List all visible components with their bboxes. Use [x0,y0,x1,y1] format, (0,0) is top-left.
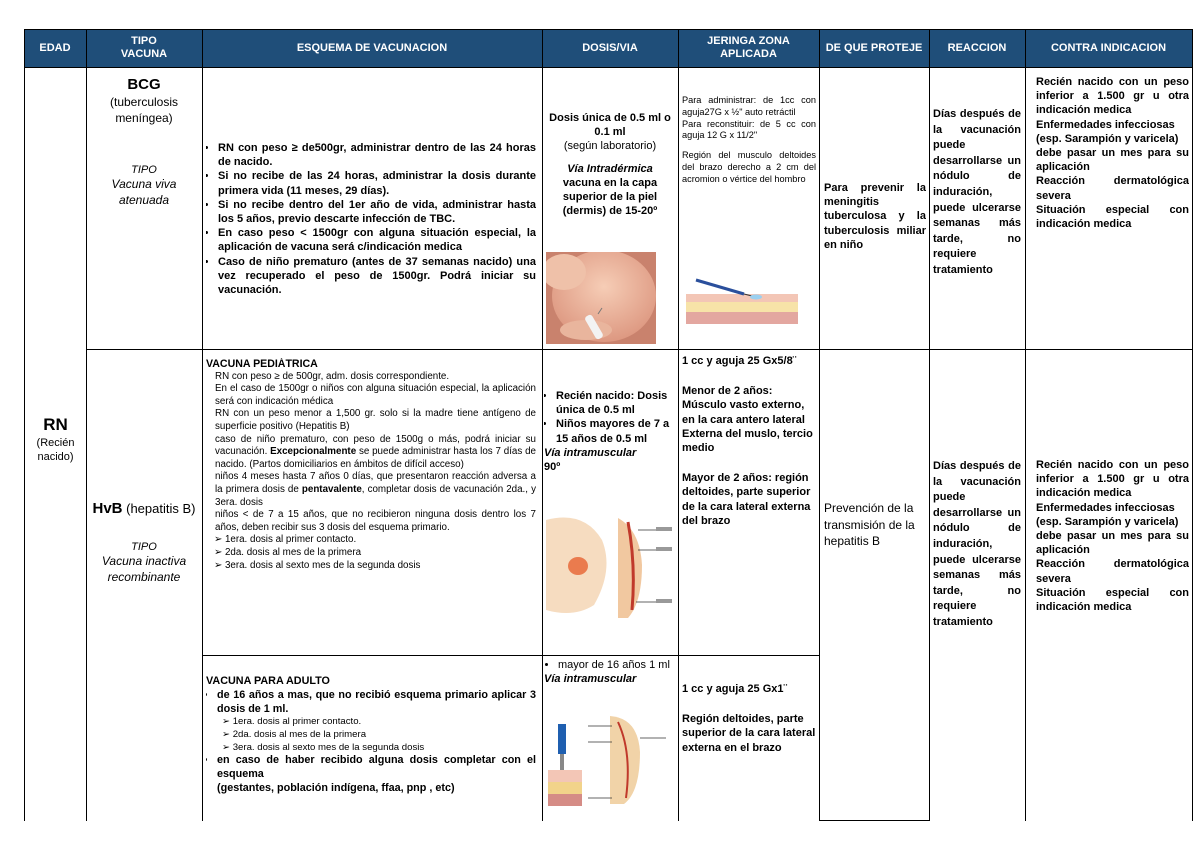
list-item: • de 16 años a mas, que no recibió esquema primario aplicar 3 dosis de 1 ml. [217,689,536,717]
contra-extra-1: (esp. Sarampión y varicela) [1036,515,1179,528]
hvb-dosis-adult-list [544,658,676,672]
list-item [217,754,536,795]
bcg-contra-cell [1027,75,1189,315]
hvb-contra-cell [1027,458,1189,698]
hvb-angle: 90º [544,461,561,474]
list-item: • En el caso de 1500gr o niños con alguna situación especial, la aplicación será con indicación médica [215,383,536,408]
header-contraindicacion: CONTRA INDICACION [1025,29,1192,67]
bcg-esquema-list [206,141,536,297]
grid-line [678,29,679,821]
list-item: ➢ 1era. dosis al primer contacto. [222,716,536,729]
list-item: • Recién nacido con un peso inferior a 1.500 gr u otra indicación medica [1036,458,1189,501]
contra-text: Enfermedades infecciosas [1036,501,1175,514]
hvb-ped-sub-list [206,534,536,572]
grid-line [929,29,930,821]
hvb-tipo-label: TIPO [131,541,157,553]
list-item: • RN con peso ≥ de 500gr, adm. dosis correspondiente. [215,371,536,384]
bcg-dosis-cell [544,111,676,251]
bcg-via: Vía Intradérmica [567,162,653,175]
edad-cell [25,414,86,484]
hvb-jeringa-adult-cell [682,682,816,802]
hvb-dosis-cell [544,389,676,509]
bcg-tipo-label: TIPO [131,164,157,176]
grid-line [1192,29,1193,821]
hvb-ped-list [206,371,536,535]
contra-extra-1: (esp. Sarampión y varicela) [1036,132,1179,145]
list-item: ➢ 1era. dosis al primer contacto. [214,534,536,547]
hvb-dosis-list [544,389,676,446]
ped-exc-rest: se puede administrar hasta los 7 días de nacido. (Partos domiciliarios en ámbitos de difícil acceso) [215,446,536,470]
list-item: ➢ 3era. dosis al sexto mes de la segunda dosis [222,742,536,755]
list-item: • Si no recibe de las 24 horas, administrar la dosis durante primera vida (11 meses, 29 días). [218,169,536,197]
ped-penta-rest: , completar dosis de vacunación 2da., y 3era. dosis [215,483,536,508]
intradermal-diagram [686,272,798,324]
hvb-jer-adult: 1 cc y aguja 25 Gx1¨ [682,683,788,695]
grid-line [819,29,820,821]
hvb-reaccion-cell: Días después de la vacunación puede desarrollarse un nódulo de induración, puede ulcerarse semanas más tarde, no requiere tratamiento [933,460,1021,628]
intradermal-diagram-svg [686,272,798,324]
ped-penta: pentavalente [301,483,362,495]
header-reaccion: REACCION [929,29,1025,67]
list-item: • Recién nacido con un peso inferior a 1.500 gr u otra indicación medica [1036,75,1189,118]
bcg-zona: Región del musculo deltoides del brazo derecho a 2 cm del acromion o vértice del hombro [682,150,816,184]
bcg-jeringa-cell [682,95,816,275]
list-item [1036,118,1189,175]
hvb-jeringa-ped-cell [682,354,816,604]
hvb-zona-adult: Región deltoides, parte superior de la cara lateral externa en el brazo [682,713,816,754]
ped-exc: Excepcionalmente [270,446,357,458]
grid-line [819,820,929,821]
list-item: • mayor de 16 años 1 ml [558,658,676,672]
hvb-ad-title: VACUNA PARA ADULTO [206,675,330,687]
hvb-contra-list [1027,458,1189,614]
hvb-ad-sub-list [206,716,536,754]
hvb-protege-cell: Prevención de la transmisión de la hepatitis B [824,501,915,548]
grid-line [24,29,1192,30]
contra-text: Enfermedades infecciosas [1036,118,1175,131]
list-item: • Situación especial con indicación medica [1036,203,1189,231]
bcg-dosis-1: Dosis única de 0.5 ml o 0.1 ml [549,112,671,139]
ad-item2-text: en caso de haber recibido alguna dosis completar con el esquema [217,754,536,780]
hvb-via: Vía intramuscular [544,446,637,459]
bcg-desc: (tuberculosis meníngea) [109,95,179,125]
list-item: • RN con un peso menor a 1,500 gr. solo si la madre tiene antígeno de superficie positivo (Hepatitis B) [215,408,536,433]
header-dosis-via: DOSIS/VIA [542,29,678,67]
intramuscular-thigh-diagram [544,510,676,620]
contra-extra-2: debe pasar un mes para su aplicación [1036,147,1189,174]
edad-title: RN [43,415,68,434]
list-item [1036,501,1189,558]
list-item: • Niños mayores de 7 a 15 años de 0.5 ml [556,417,676,445]
list-item: ➢ 2da. dosis al mes de la primera [222,729,536,742]
edad-sub-2: nacido) [37,451,74,464]
list-item [215,471,536,509]
edad-sub-1: (Recién [36,437,75,449]
bcg-tipo: Vacuna viva atenuada [111,177,177,207]
header-tipo-vacuna: TIPO VACUNA [86,29,202,67]
ped-item-text: caso de niño prematuro, con peso de 1500g o más, podrá iniciar su vacunación. [215,433,536,458]
list-item: ➢ 2da. dosis al mes de la primera [214,547,536,560]
hvb-adulto-cell [206,675,536,823]
list-item: • Recién nacido: Dosis única de 0.5 ml [556,389,676,417]
hvb-via-adult: Vía intramuscular [544,673,637,686]
arm-diagram-svg [548,712,672,806]
baby-injection-illustration [546,252,656,344]
list-item [215,434,536,472]
intramuscular-arm-diagram [548,712,672,806]
grid-line [542,29,543,821]
bcg-jeringa-2: Para reconstituir: de 5 cc con aguja 12 G x 11/2" [682,118,816,141]
header-esquema: ESQUEMA DE VACUNACION [202,29,542,67]
grid-line [678,655,819,656]
hvb-zona-ped-1: Menor de 2 años: Músculo vasto externo, en la cara antero lateral Externa del muslo, tercio medio [682,385,813,455]
contra-extra-2: debe pasar un mes para su aplicación [1036,530,1189,557]
bcg-via-desc: vacuna en la capa superior de la piel (dermis) de 15-20º [562,176,658,218]
bcg-contra-list [1027,75,1189,231]
hvb-tipo: Vacuna inactiva recombinante [101,554,187,584]
list-item: • Caso de niño prematuro (antes de 37 semanas nacido) una vez recuperado el peso de 1500gr. Podrá iniciar su vacunación. [218,255,536,298]
list-item: • niños < de 7 a 15 años, que no recibieron ninguna dosis dentro los 7 años, deben recibir sus 3 dosis del esquema primario. [215,509,536,534]
hvb-name: HvB [92,500,123,517]
bcg-protege-cell: Para prevenir la meningitis tuberculosa y la tuberculosis miliar en niño [824,182,926,251]
hvb-zona-ped-2: Mayor de 2 años: región deltoides, parte superior de la cara lateral externa del brazo [682,472,811,527]
header-jeringa: JERINGA ZONA APLICADA [678,29,819,67]
hvb-ad-list [206,689,536,717]
thigh-diagram-svg [544,510,676,620]
hvb-name-rest: (hepatitis B) [126,501,196,516]
header-edad: EDAD [24,29,86,67]
bcg-jeringa-1: Para administrar: de 1cc con aguja27G x ½" auto retráctil [682,95,816,117]
list-item: • Reacción dermatológica severa [1036,557,1189,585]
grid-line [202,655,678,656]
hvb-pediatrica-cell [206,358,536,654]
bcg-reaccion-cell: Días después de la vacunación puede desarrollarse un nódulo de induración, puede ulcerarse semanas más tarde, no requiere tratamiento [933,108,1021,276]
ped-item-text: niños 4 meses hasta 7 años 0 días, que presentaron reacción adversa a la primera dosis de [215,471,536,495]
list-item: • RN con peso ≥ de500gr, administrar dentro de las 24 horas de nacido. [218,141,536,169]
grid-line [1025,29,1026,821]
hvb-tipo-cell [87,500,201,630]
hvb-ad-list-2 [206,754,536,795]
baby-injection-photo [546,252,656,344]
list-item: • Si no recibe dentro del 1er año de vida, administrar hasta los 5 años, previo descarte infección de TBC. [218,198,536,226]
hvb-jer-ped: 1 cc y aguja 25 Gx5/8¨ [682,355,797,367]
grid-line [24,67,1192,68]
hvb-ped-title: VACUNA PEDIÁTRICA [206,358,318,370]
list-item: • Reacción dermatológica severa [1036,174,1189,202]
grid-line [86,349,1192,350]
bcg-dosis-2: (según laboratorio) [563,140,657,153]
ad-item2-rest: (gestantes, población indígena, ffaa, pnp , etc) [217,781,455,794]
header-protege: DE QUE PROTEJE [819,29,929,67]
bcg-esquema-cell [206,141,536,321]
hvb-dosis-adult-cell [544,658,676,698]
list-item: • Situación especial con indicación medica [1036,586,1189,614]
bcg-tipo-cell [87,75,201,255]
list-item: ➢ 3era. dosis al sexto mes de la segunda dosis [214,560,536,573]
grid-line [202,29,203,821]
list-item: • En caso peso < 1500gr con alguna situación especial, la aplicación de vacuna será c/indicación medica [218,226,536,254]
bcg-name: BCG [127,76,161,93]
